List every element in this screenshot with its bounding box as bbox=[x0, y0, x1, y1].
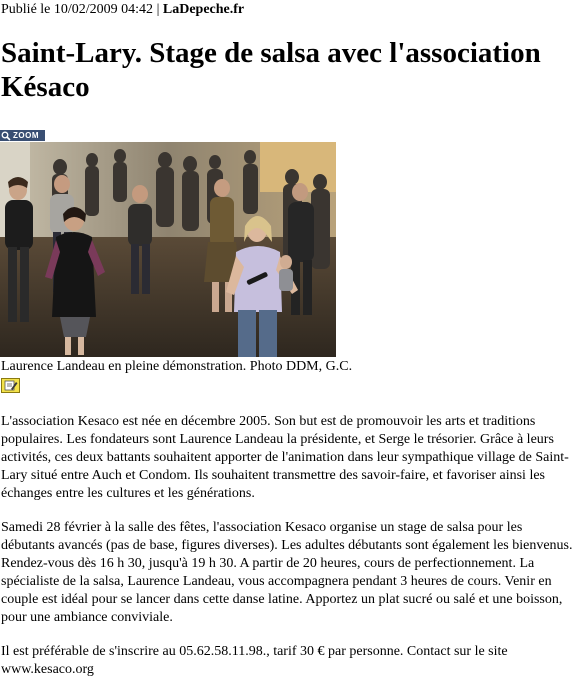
magnifier-icon bbox=[1, 131, 11, 141]
published-date: Publié le 10/02/2009 04:42 bbox=[1, 2, 154, 17]
source-link[interactable]: LaDepeche.fr bbox=[162, 2, 245, 17]
zoom-label: ZOOM bbox=[13, 131, 39, 140]
photo-caption: Laurence Landeau en pleine démonstration. Photo DDM, G.C. bbox=[1, 359, 353, 374]
pencil-note-icon[interactable] bbox=[1, 378, 20, 393]
meta-separator: | bbox=[153, 2, 163, 17]
article-paragraph: Samedi 28 février à la salle des fêtes, l'association Kesaco organise un stage de salsa pour les débutants avancés (pas de base, figures diverses). Les adultes débutants sont également les bienvenus. Rendez-vous dès 16 h 30, jusqu'à 19 h 30. A partir de 20 heures, cours de perfectionnement. La spécialiste de la salsa, Laurence Landeau, vous accompagnera pendant 3 heures de cours. Venir en couple est idéal pour se lancer dans cette danse latine. Apportez un plat sucré ou salé et une boisson, pour une ambiance conviviale. bbox=[1, 520, 573, 625]
article-photo[interactable] bbox=[0, 142, 336, 357]
article-paragraph: Il est préférable de s'inscrire au 05.62.58.11.98., tarif 30 € par personne. Contact sur le site www.kesaco.org bbox=[1, 644, 508, 677]
article-paragraph: L'association Kesaco est née en décembre 2005. Son but est de promouvoir les arts et traditions populaires. Les fondateurs sont Laurence Landeau la présidente, et Serge le trésorier. Grâce à leurs activités, ces deux battants souhaitent apporter de l'animation dans leur sympathique village de Saint-Lary situé entre Auch et Condom. Ils souhaitent transmettre des savoir-faire, et favoriser ainsi les échanges entre les cultures et les générations. bbox=[1, 414, 569, 501]
zoom-button[interactable] bbox=[0, 130, 45, 141]
dance-photo-illustration bbox=[0, 142, 336, 357]
article-meta bbox=[1, 1, 244, 18]
article-title: Saint-Lary. Stage de salsa avec l'association Késaco bbox=[1, 37, 541, 103]
